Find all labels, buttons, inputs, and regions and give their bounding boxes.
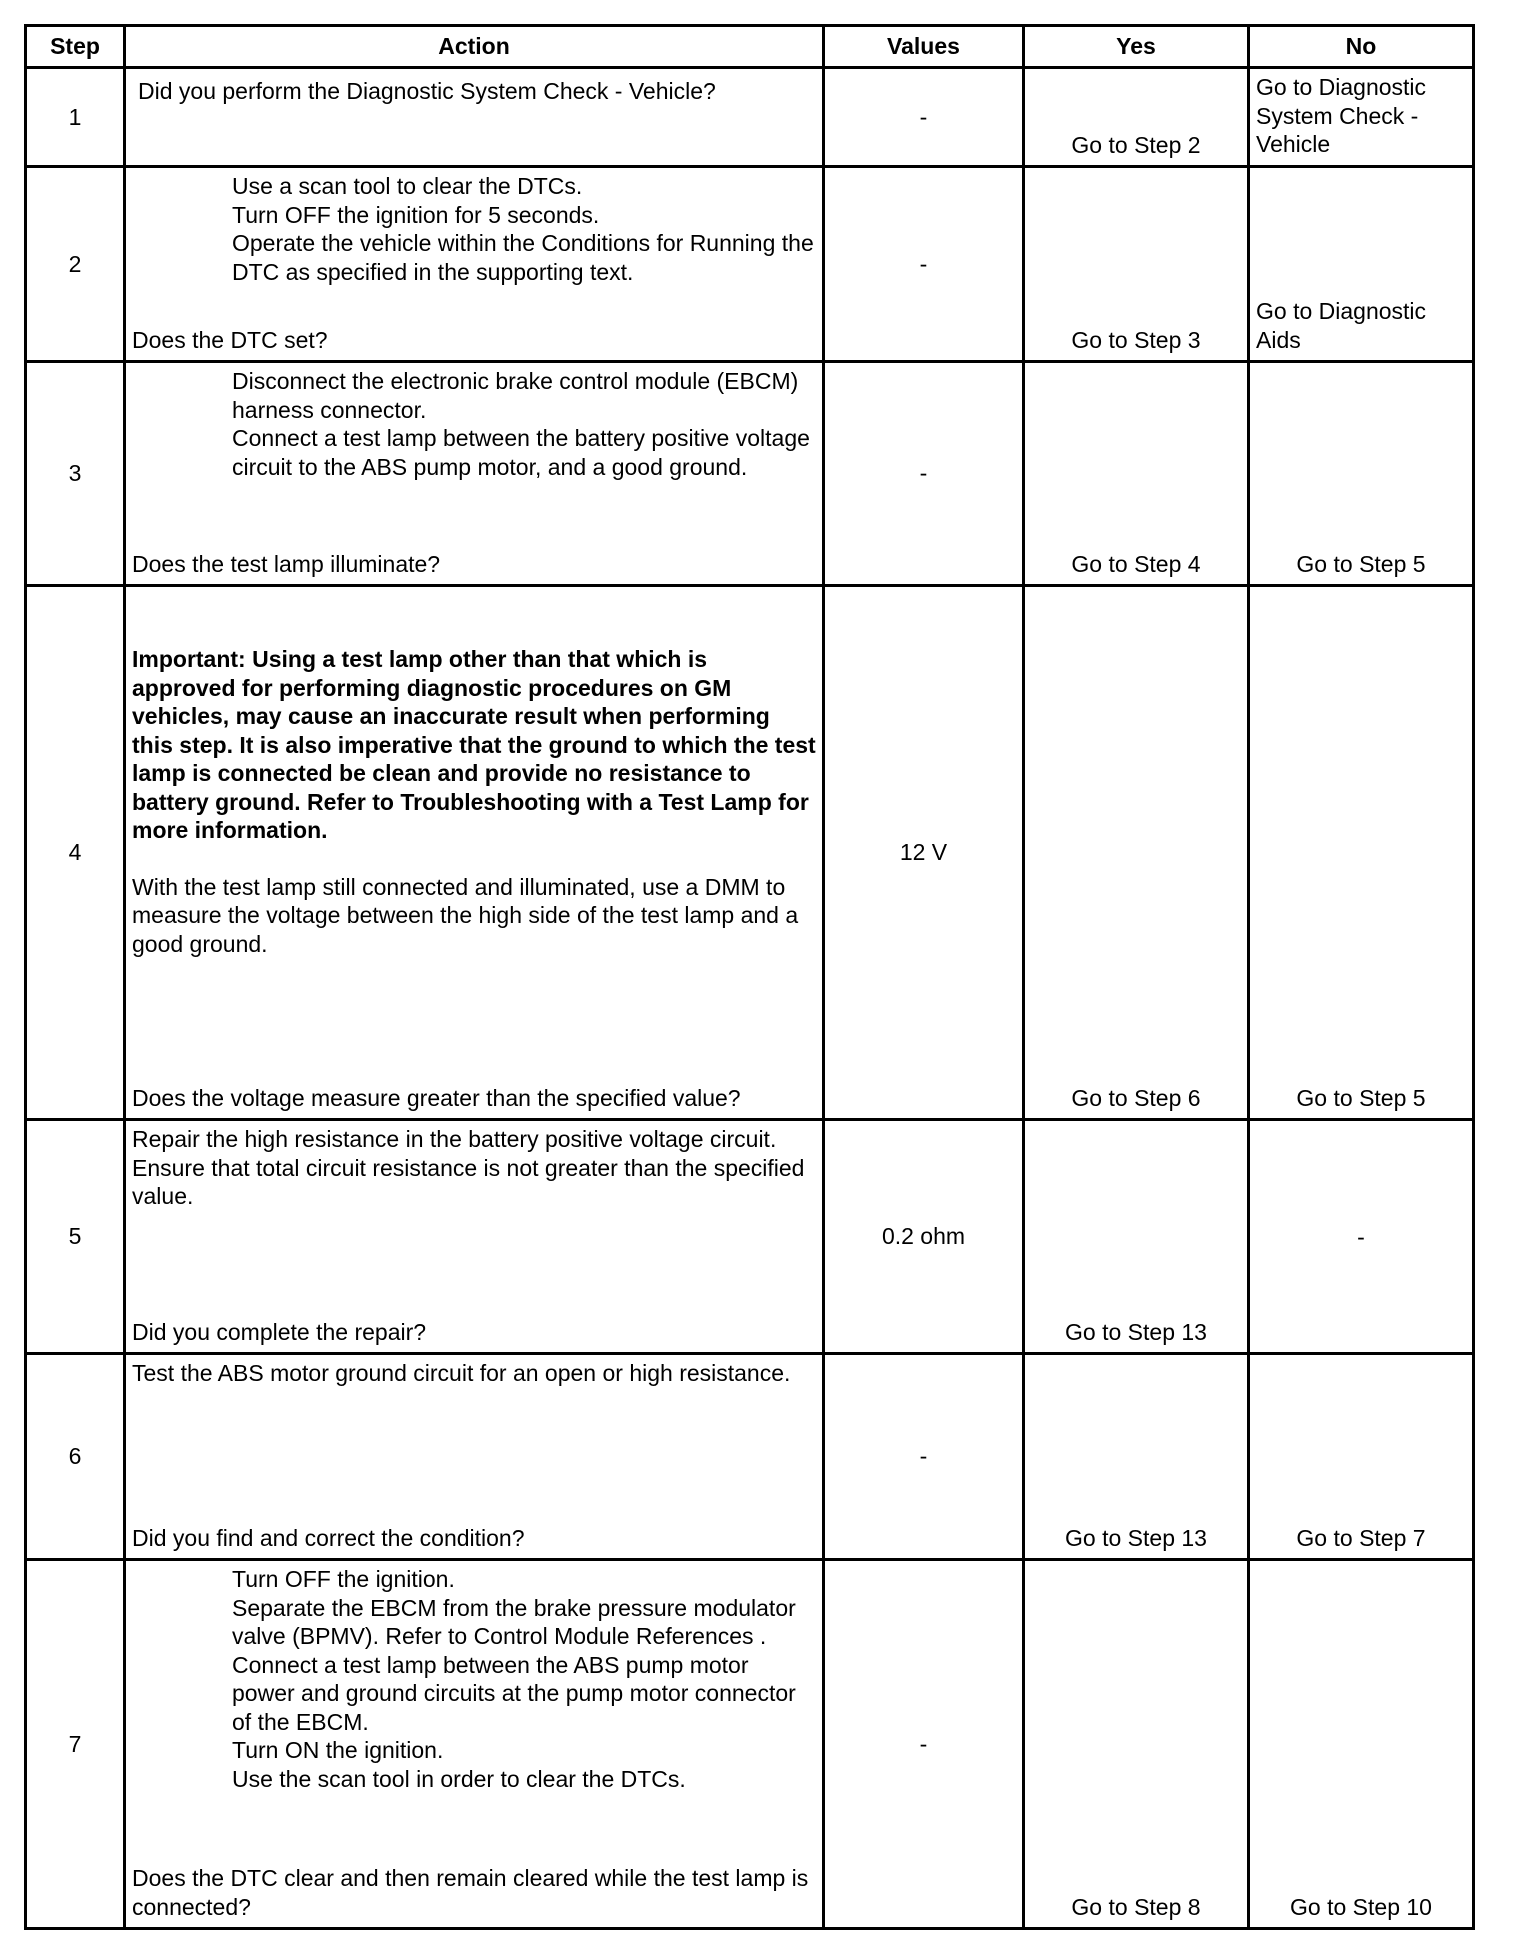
no-link[interactable]: Go to Diagnostic Aids (1256, 298, 1427, 353)
value-cell: - (824, 68, 1024, 167)
yes-link[interactable]: Go to Step 2 (1071, 131, 1201, 158)
action-cell (125, 586, 824, 1120)
diagnostic-table (24, 24, 1475, 1930)
yes-link[interactable]: Go to Step 13 (1065, 1318, 1207, 1345)
action-text: Test the ABS motor ground circuit for an open or high resistance. (132, 1360, 791, 1386)
action-cell (125, 68, 824, 167)
action-cell (125, 1120, 824, 1354)
no-cell (1249, 1120, 1474, 1354)
action-question: Does the DTC clear and then remain cleared while the test lamp is connected? (132, 1865, 809, 1920)
action-text: Did you perform the Diagnostic System Check - Vehicle? (138, 78, 716, 104)
no-link[interactable]: Go to Step 5 (1296, 1084, 1426, 1111)
table-row (26, 68, 1474, 167)
important-note: Important: Using a test lamp other than that which is approved for performing diagnostic procedures on GM vehicles, may cause an inaccurate result when performing this step. It is also imperative that the ground to which the test lamp is connected be clean and provide no resistance to battery ground. Refer to Troubleshooting with a Test Lamp for more information. (132, 646, 816, 843)
yes-link[interactable]: Go to Step 13 (1065, 1524, 1207, 1551)
table-row (26, 1120, 1474, 1354)
no-link[interactable]: Go to Step 7 (1296, 1524, 1426, 1551)
action-item: Disconnect the electronic brake control module (EBCM) harness connector. (232, 368, 799, 423)
value-cell: - (824, 1560, 1024, 1929)
yes-link[interactable]: Go to Step 8 (1071, 1893, 1201, 1920)
table-row (26, 362, 1474, 586)
step-number: 2 (26, 167, 125, 362)
yes-cell (1024, 1354, 1249, 1560)
action-text: Repair the high resistance in the battery positive voltage circuit. Ensure that total circuit resistance is not greater than the specified value. (132, 1126, 805, 1209)
yes-cell (1024, 167, 1249, 362)
action-item: Connect a test lamp between the ABS pump motor power and ground circuits at the pump motor connector of the EBCM. (232, 1651, 796, 1735)
step-number: 6 (26, 1354, 125, 1560)
yes-link[interactable]: Go to Step 6 (1071, 1084, 1201, 1111)
no-cell (1249, 1354, 1474, 1560)
header-step: Step (26, 26, 125, 68)
value-cell: - (824, 1354, 1024, 1560)
action-question: Does the voltage measure greater than the specified value? (132, 1084, 741, 1111)
step-number: 7 (26, 1560, 125, 1929)
step-number: 4 (26, 586, 125, 1120)
yes-cell (1024, 1120, 1249, 1354)
yes-cell (1024, 586, 1249, 1120)
action-item: Turn OFF the ignition for 5 seconds. (232, 201, 600, 228)
action-item: Turn OFF the ignition. (232, 1566, 455, 1592)
step-number: 1 (26, 68, 125, 167)
no-cell (1249, 586, 1474, 1120)
header-row (26, 26, 1474, 68)
action-question: Does the DTC set? (132, 326, 328, 353)
action-item: Turn ON the ignition. (232, 1737, 444, 1763)
action-item: Separate the EBCM from the brake pressure modulator valve (BPMV). Refer to Control Module References . (232, 1594, 796, 1649)
action-question: Did you find and correct the condition? (132, 1524, 525, 1551)
no-cell (1249, 68, 1474, 167)
header-yes: Yes (1024, 26, 1249, 68)
action-question: Does the test lamp illuminate? (132, 550, 441, 577)
value-cell: - (824, 362, 1024, 586)
no-value: - (1357, 1223, 1365, 1250)
table-row (26, 167, 1474, 362)
no-cell (1249, 362, 1474, 586)
value-cell: 12 V (824, 586, 1024, 1120)
no-link[interactable]: Go to Step 10 (1290, 1893, 1432, 1920)
yes-link[interactable]: Go to Step 3 (1071, 326, 1201, 353)
yes-cell (1024, 68, 1249, 167)
action-item: Use a scan tool to clear the DTCs. (232, 173, 583, 199)
step-number: 3 (26, 362, 125, 586)
action-cell (125, 1354, 824, 1560)
action-item: Operate the vehicle within the Conditions for Running the DTC as specified in the supporting text. (232, 230, 814, 285)
no-cell (1249, 1560, 1474, 1929)
action-list (126, 1561, 822, 1793)
action-list (126, 363, 822, 481)
table-row (26, 1560, 1474, 1929)
no-link[interactable]: Go to Step 5 (1296, 550, 1426, 577)
action-cell (125, 1560, 824, 1929)
no-cell (1249, 167, 1474, 362)
no-link[interactable]: Go to Diagnostic System Check - Vehicle (1256, 74, 1427, 157)
table-row (26, 1354, 1474, 1560)
header-values: Values (824, 26, 1024, 68)
action-item: Connect a test lamp between the battery positive voltage circuit to the ABS pump motor, and a good ground. (232, 425, 810, 480)
action-item: Use the scan tool in order to clear the DTCs. (232, 1765, 686, 1792)
step-number: 5 (26, 1120, 125, 1354)
action-body (126, 587, 822, 958)
value-cell: - (824, 167, 1024, 362)
action-list (126, 168, 822, 286)
table-row (26, 586, 1474, 1120)
yes-cell (1024, 362, 1249, 586)
yes-cell (1024, 1560, 1249, 1929)
action-cell (125, 362, 824, 586)
action-text: With the test lamp still connected and illuminated, use a DMM to measure the voltage between the high side of the test lamp and a good ground. (132, 873, 799, 957)
action-question: Did you complete the repair? (132, 1318, 427, 1345)
yes-link[interactable]: Go to Step 4 (1071, 550, 1201, 577)
action-cell (125, 167, 824, 362)
header-no: No (1249, 26, 1474, 68)
value-cell: 0.2 ohm (824, 1120, 1024, 1354)
header-action: Action (125, 26, 824, 68)
